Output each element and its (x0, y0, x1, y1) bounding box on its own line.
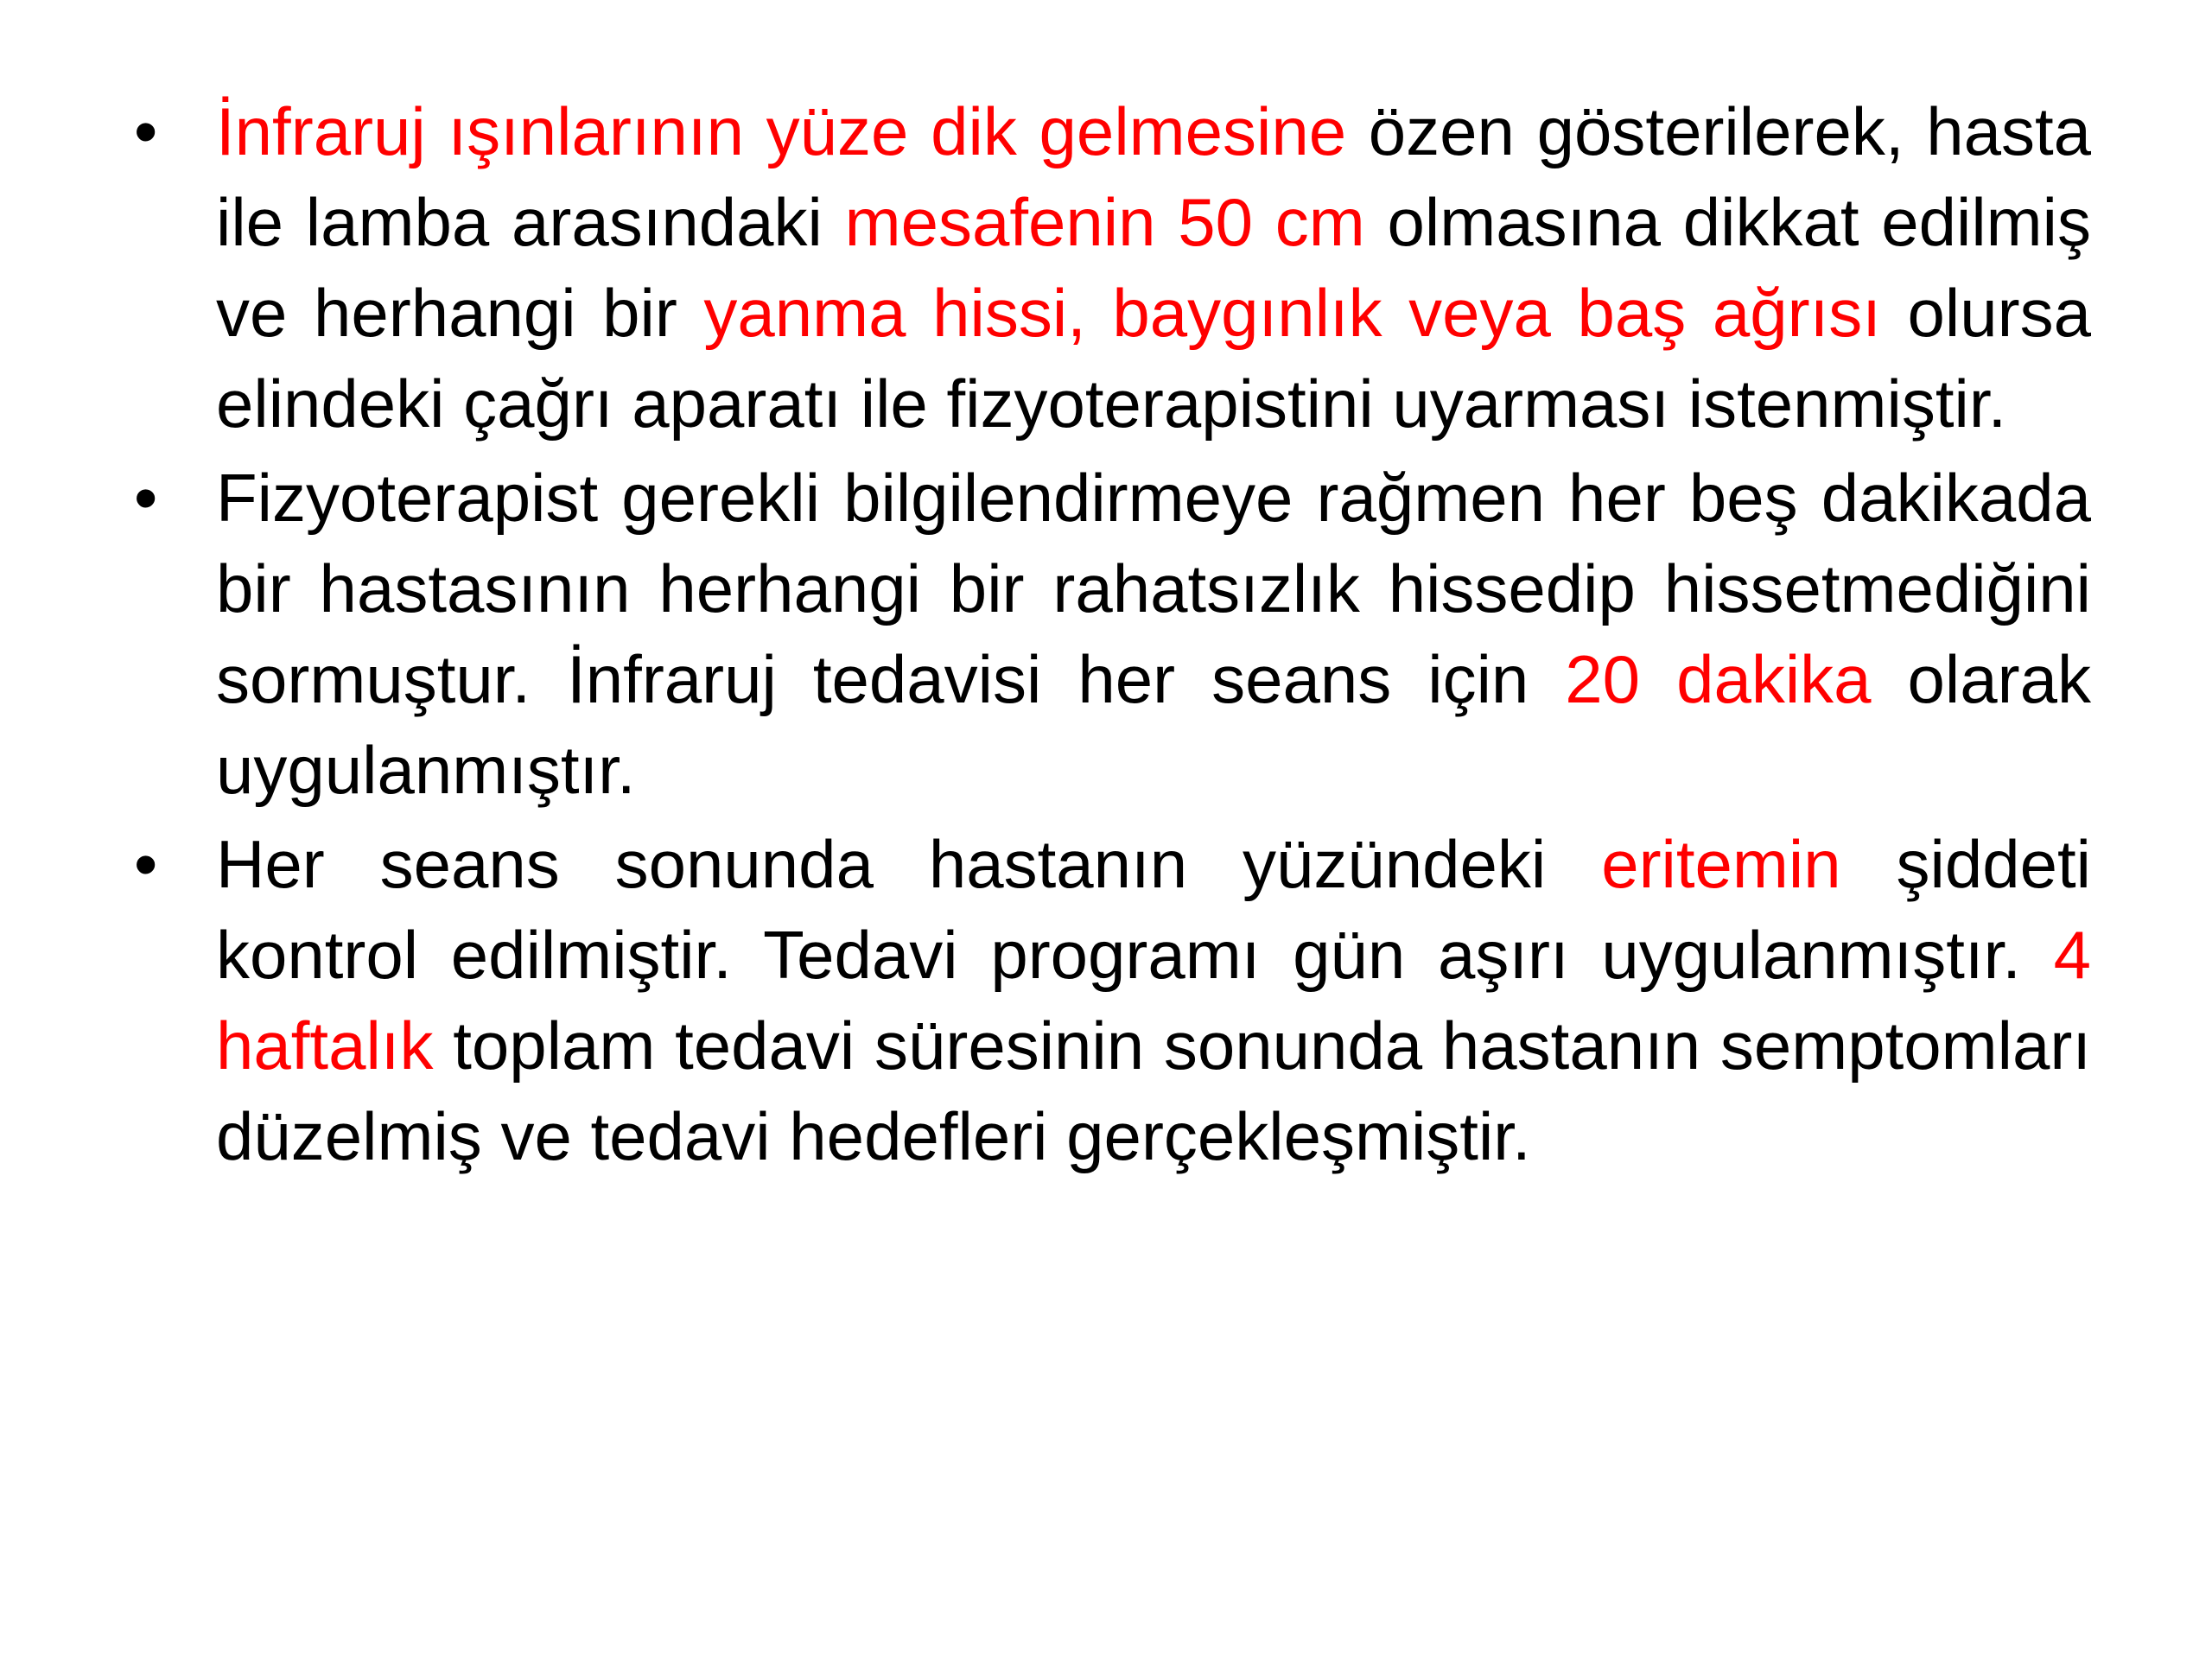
body-text: Fizyoterapist gerekli bilgilendirmeye rağmen her beş dakikada bir hastasının herhangi bir rahatsızlık hissedip hissetmediğini sormuştur. İnfraruj tedavisi her seans için (216, 460, 2091, 717)
bullet-list (130, 86, 2091, 1185)
highlighted-text: 4 haftalık (216, 917, 2091, 1084)
bullet-item (130, 86, 2091, 449)
body-text: olmasına dikkat edilmiş ve herhangi bir (216, 184, 2091, 351)
body-text: şiddeti kontrol edilmiştir. Tedavi programı gün aşırı uygulanmıştır. (216, 826, 2091, 993)
bullet-dot-icon: • (134, 460, 158, 536)
body-text: olarak uygulanmıştır. (216, 641, 2091, 808)
bullet-item (130, 819, 2091, 1182)
highlighted-text: eritemin (1601, 826, 1841, 902)
bullet-dot-icon: • (134, 826, 158, 902)
highlighted-text: mesafenin 50 cm (844, 184, 1365, 260)
highlighted-text: 20 dakika (1565, 641, 1872, 717)
highlighted-text: İnfraruj ışınlarının yüze dik gelmesine (216, 93, 1347, 169)
body-text: özen gösterilerek, hasta ile lamba arasındaki (216, 93, 2092, 260)
bullet-item (130, 453, 2091, 816)
body-text: Her seans sonunda hastanın yüzündeki (216, 826, 1602, 902)
highlighted-text: yanma hissi, baygınlık veya baş ağrısı (703, 275, 1881, 351)
body-text: olursa elindeki çağrı aparatı ile fizyoterapistini uyarması istenmiştir. (216, 275, 2091, 442)
body-text: toplam tedavi süresinin sonunda hastanın semptomları düzelmiş ve tedavi hedefleri gerçekleşmiştir. (216, 1007, 2091, 1174)
bullet-dot-icon: • (134, 93, 158, 169)
